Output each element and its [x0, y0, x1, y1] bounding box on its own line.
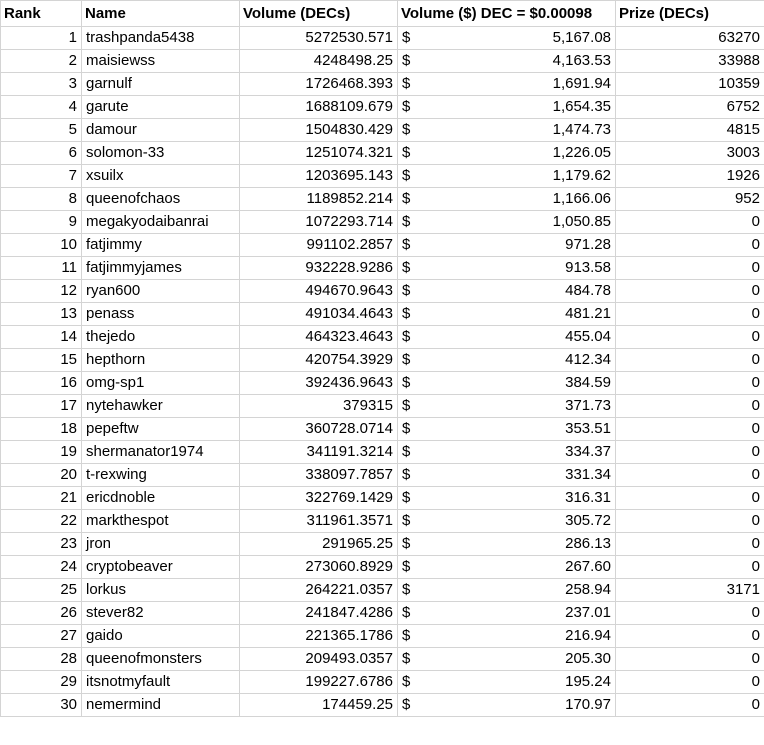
usd-amount: 170.97 — [565, 696, 611, 713]
cell-volume-decs[interactable]: 273060.8929 — [240, 556, 398, 579]
usd-amount: 205.30 — [565, 650, 611, 667]
table-row — [1, 165, 764, 188]
cell-rank[interactable]: 23 — [1, 533, 82, 556]
cell-volume-usd[interactable] — [398, 648, 616, 671]
cell-prize[interactable]: 63270 — [616, 27, 764, 50]
currency-symbol: $ — [402, 673, 411, 690]
cell-prize[interactable]: 0 — [616, 372, 764, 395]
currency-symbol: $ — [402, 604, 411, 621]
usd-amount: 353.51 — [565, 420, 611, 437]
cell-rank[interactable]: 24 — [1, 556, 82, 579]
cell-prize[interactable]: 33988 — [616, 50, 764, 73]
cell-volume-decs[interactable]: 1189852.214 — [240, 188, 398, 211]
currency-symbol: $ — [402, 144, 411, 161]
table-row — [1, 579, 764, 602]
table-row — [1, 556, 764, 579]
cell-name[interactable]: xsuilx — [82, 165, 240, 188]
table-row — [1, 50, 764, 73]
table-row — [1, 533, 764, 556]
cell-volume-usd[interactable] — [398, 671, 616, 694]
cell-volume-decs[interactable]: 494670.9643 — [240, 280, 398, 303]
cell-rank[interactable]: 13 — [1, 303, 82, 326]
cell-rank[interactable]: 21 — [1, 487, 82, 510]
cell-prize[interactable]: 0 — [616, 556, 764, 579]
currency-symbol: $ — [402, 328, 411, 345]
cell-rank[interactable]: 25 — [1, 579, 82, 602]
cell-volume-decs[interactable]: 341191.3214 — [240, 441, 398, 464]
usd-amount: 371.73 — [565, 397, 611, 414]
cell-volume-usd[interactable] — [398, 510, 616, 533]
cell-volume-usd[interactable] — [398, 395, 616, 418]
table-row — [1, 280, 764, 303]
currency-symbol: $ — [402, 558, 411, 575]
currency-symbol: $ — [402, 627, 411, 644]
cell-name[interactable]: ryan600 — [82, 280, 240, 303]
cell-name[interactable]: queenofmonsters — [82, 648, 240, 671]
usd-amount: 1,166.06 — [552, 190, 611, 207]
usd-amount: 1,050.85 — [552, 213, 611, 230]
header-volume-usd[interactable]: Volume ($) DEC = $0.00098 — [398, 1, 616, 27]
cell-name[interactable]: cryptobeaver — [82, 556, 240, 579]
currency-symbol: $ — [402, 282, 411, 299]
cell-volume-decs[interactable]: 464323.4643 — [240, 326, 398, 349]
cell-prize[interactable]: 0 — [616, 211, 764, 234]
cell-volume-decs[interactable]: 5272530.571 — [240, 27, 398, 50]
table-row — [1, 303, 764, 326]
table-row — [1, 372, 764, 395]
usd-amount: 237.01 — [565, 604, 611, 621]
usd-amount: 195.24 — [565, 673, 611, 690]
cell-name[interactable]: garute — [82, 96, 240, 119]
cell-rank[interactable]: 17 — [1, 395, 82, 418]
cell-prize[interactable]: 0 — [616, 648, 764, 671]
currency-symbol: $ — [402, 213, 411, 230]
header-name[interactable]: Name — [82, 1, 240, 27]
header-rank[interactable]: Rank — [1, 1, 82, 27]
currency-symbol: $ — [402, 650, 411, 667]
table-row — [1, 119, 764, 142]
cell-prize[interactable]: 0 — [616, 694, 764, 717]
cell-prize[interactable]: 4815 — [616, 119, 764, 142]
cell-name[interactable]: trashpanda5438 — [82, 27, 240, 50]
cell-volume-usd[interactable] — [398, 188, 616, 211]
cell-volume-decs[interactable]: 1251074.321 — [240, 142, 398, 165]
table-row — [1, 648, 764, 671]
cell-prize[interactable]: 0 — [616, 257, 764, 280]
cell-rank[interactable]: 2 — [1, 50, 82, 73]
cell-name[interactable]: markthespot — [82, 510, 240, 533]
table-row — [1, 27, 764, 50]
cell-prize[interactable]: 0 — [616, 464, 764, 487]
table-row — [1, 694, 764, 717]
cell-name[interactable]: t-rexwing — [82, 464, 240, 487]
cell-volume-usd[interactable] — [398, 487, 616, 510]
cell-volume-decs[interactable]: 338097.7857 — [240, 464, 398, 487]
cell-rank[interactable]: 12 — [1, 280, 82, 303]
table-row — [1, 211, 764, 234]
cell-prize[interactable]: 0 — [616, 395, 764, 418]
cell-volume-usd[interactable] — [398, 257, 616, 280]
currency-symbol: $ — [402, 581, 411, 598]
currency-symbol: $ — [402, 167, 411, 184]
usd-amount: 286.13 — [565, 535, 611, 552]
cell-volume-usd[interactable] — [398, 211, 616, 234]
cell-volume-decs[interactable]: 1688109.679 — [240, 96, 398, 119]
usd-amount: 4,163.53 — [552, 52, 611, 69]
cell-prize[interactable]: 0 — [616, 280, 764, 303]
cell-prize[interactable]: 0 — [616, 234, 764, 257]
usd-amount: 481.21 — [565, 305, 611, 322]
cell-name[interactable]: jron — [82, 533, 240, 556]
header-prize[interactable]: Prize (DECs) — [616, 1, 764, 27]
cell-name[interactable]: stever82 — [82, 602, 240, 625]
cell-volume-decs[interactable]: 264221.0357 — [240, 579, 398, 602]
cell-volume-usd[interactable] — [398, 556, 616, 579]
cell-volume-usd[interactable] — [398, 349, 616, 372]
currency-symbol: $ — [402, 397, 411, 414]
table-row — [1, 464, 764, 487]
table-row — [1, 96, 764, 119]
usd-amount: 5,167.08 — [552, 29, 611, 46]
cell-volume-decs[interactable]: 491034.4643 — [240, 303, 398, 326]
cell-name[interactable]: ericdnoble — [82, 487, 240, 510]
cell-volume-usd[interactable] — [398, 96, 616, 119]
cell-volume-usd[interactable] — [398, 372, 616, 395]
cell-rank[interactable]: 26 — [1, 602, 82, 625]
cell-volume-decs[interactable]: 379315 — [240, 395, 398, 418]
cell-name[interactable]: hepthorn — [82, 349, 240, 372]
cell-volume-usd[interactable] — [398, 119, 616, 142]
cell-volume-usd[interactable] — [398, 625, 616, 648]
cell-name[interactable]: gaido — [82, 625, 240, 648]
cell-volume-decs[interactable]: 241847.4286 — [240, 602, 398, 625]
cell-name[interactable]: solomon-33 — [82, 142, 240, 165]
currency-symbol: $ — [402, 512, 411, 529]
table-row — [1, 671, 764, 694]
cell-prize[interactable]: 6752 — [616, 96, 764, 119]
table-row — [1, 257, 764, 280]
table-header — [1, 1, 764, 27]
table-row — [1, 234, 764, 257]
cell-volume-usd[interactable] — [398, 73, 616, 96]
cell-rank[interactable]: 1 — [1, 27, 82, 50]
cell-rank[interactable]: 22 — [1, 510, 82, 533]
cell-rank[interactable]: 10 — [1, 234, 82, 257]
table-row — [1, 73, 764, 96]
cell-name[interactable]: penass — [82, 303, 240, 326]
cell-name[interactable]: maisiewss — [82, 50, 240, 73]
cell-rank[interactable]: 14 — [1, 326, 82, 349]
cell-name[interactable]: fatjimmyjames — [82, 257, 240, 280]
currency-symbol: $ — [402, 236, 411, 253]
cell-rank[interactable]: 4 — [1, 96, 82, 119]
cell-volume-usd[interactable] — [398, 694, 616, 717]
cell-name[interactable]: nytehawker — [82, 395, 240, 418]
usd-amount: 334.37 — [565, 443, 611, 460]
cell-volume-decs[interactable]: 360728.0714 — [240, 418, 398, 441]
cell-rank[interactable]: 5 — [1, 119, 82, 142]
cell-prize[interactable]: 0 — [616, 441, 764, 464]
cell-volume-decs[interactable]: 4248498.25 — [240, 50, 398, 73]
cell-name[interactable]: megakyodaibanrai — [82, 211, 240, 234]
cell-rank[interactable]: 18 — [1, 418, 82, 441]
cell-name[interactable]: damour — [82, 119, 240, 142]
usd-amount: 267.60 — [565, 558, 611, 575]
currency-symbol: $ — [402, 98, 411, 115]
cell-volume-decs[interactable]: 392436.9643 — [240, 372, 398, 395]
cell-volume-usd[interactable] — [398, 326, 616, 349]
currency-symbol: $ — [402, 420, 411, 437]
cell-prize[interactable]: 0 — [616, 602, 764, 625]
currency-symbol: $ — [402, 466, 411, 483]
table-row — [1, 487, 764, 510]
cell-volume-decs[interactable]: 322769.1429 — [240, 487, 398, 510]
cell-prize[interactable]: 0 — [616, 510, 764, 533]
table-row — [1, 602, 764, 625]
cell-volume-decs[interactable]: 291965.25 — [240, 533, 398, 556]
cell-rank[interactable]: 27 — [1, 625, 82, 648]
cell-rank[interactable]: 19 — [1, 441, 82, 464]
cell-volume-usd[interactable] — [398, 50, 616, 73]
usd-amount: 258.94 — [565, 581, 611, 598]
cell-name[interactable]: queenofchaos — [82, 188, 240, 211]
cell-name[interactable]: thejedo — [82, 326, 240, 349]
cell-rank[interactable]: 8 — [1, 188, 82, 211]
cell-name[interactable]: fatjimmy — [82, 234, 240, 257]
cell-volume-decs[interactable]: 311961.3571 — [240, 510, 398, 533]
usd-amount: 913.58 — [565, 259, 611, 276]
cell-volume-usd[interactable] — [398, 280, 616, 303]
cell-prize[interactable]: 0 — [616, 303, 764, 326]
currency-symbol: $ — [402, 259, 411, 276]
usd-amount: 1,226.05 — [552, 144, 611, 161]
currency-symbol: $ — [402, 489, 411, 506]
cell-rank[interactable]: 11 — [1, 257, 82, 280]
cell-volume-usd[interactable] — [398, 464, 616, 487]
cell-volume-usd[interactable] — [398, 234, 616, 257]
cell-rank[interactable]: 6 — [1, 142, 82, 165]
table-row — [1, 188, 764, 211]
cell-volume-decs[interactable]: 932228.9286 — [240, 257, 398, 280]
cell-rank[interactable]: 30 — [1, 694, 82, 717]
cell-rank[interactable]: 16 — [1, 372, 82, 395]
table-row — [1, 441, 764, 464]
usd-amount: 412.34 — [565, 351, 611, 368]
cell-prize[interactable]: 0 — [616, 418, 764, 441]
cell-volume-decs[interactable]: 1726468.393 — [240, 73, 398, 96]
table-row — [1, 326, 764, 349]
currency-symbol: $ — [402, 443, 411, 460]
cell-name[interactable]: pepeftw — [82, 418, 240, 441]
cell-prize[interactable]: 0 — [616, 671, 764, 694]
currency-symbol: $ — [402, 696, 411, 713]
usd-amount: 216.94 — [565, 627, 611, 644]
cell-rank[interactable]: 29 — [1, 671, 82, 694]
cell-rank[interactable]: 28 — [1, 648, 82, 671]
cell-name[interactable]: shermanator1974 — [82, 441, 240, 464]
cell-prize[interactable]: 0 — [616, 349, 764, 372]
currency-symbol: $ — [402, 351, 411, 368]
usd-amount: 331.34 — [565, 466, 611, 483]
usd-amount: 316.31 — [565, 489, 611, 506]
currency-symbol: $ — [402, 75, 411, 92]
cell-prize[interactable]: 0 — [616, 487, 764, 510]
cell-name[interactable]: nemermind — [82, 694, 240, 717]
cell-volume-decs[interactable]: 420754.3929 — [240, 349, 398, 372]
table-body — [1, 27, 764, 717]
cell-volume-usd[interactable] — [398, 303, 616, 326]
currency-symbol: $ — [402, 305, 411, 322]
cell-volume-usd[interactable] — [398, 418, 616, 441]
currency-symbol: $ — [402, 535, 411, 552]
cell-prize[interactable]: 952 — [616, 188, 764, 211]
cell-volume-usd[interactable] — [398, 602, 616, 625]
cell-prize[interactable]: 3171 — [616, 579, 764, 602]
cell-prize[interactable]: 10359 — [616, 73, 764, 96]
cell-rank[interactable]: 20 — [1, 464, 82, 487]
table-row — [1, 625, 764, 648]
cell-volume-decs[interactable]: 199227.6786 — [240, 671, 398, 694]
cell-volume-decs[interactable]: 174459.25 — [240, 694, 398, 717]
currency-symbol: $ — [402, 190, 411, 207]
cell-name[interactable]: lorkus — [82, 579, 240, 602]
usd-amount: 384.59 — [565, 374, 611, 391]
cell-volume-usd[interactable] — [398, 27, 616, 50]
cell-rank[interactable]: 9 — [1, 211, 82, 234]
usd-amount: 1,691.94 — [552, 75, 611, 92]
header-row — [1, 1, 764, 27]
cell-volume-decs[interactable]: 221365.1786 — [240, 625, 398, 648]
table-row — [1, 142, 764, 165]
header-volume-decs[interactable]: Volume (DECs) — [240, 1, 398, 27]
usd-amount: 1,474.73 — [552, 121, 611, 138]
usd-amount: 1,654.35 — [552, 98, 611, 115]
currency-symbol: $ — [402, 52, 411, 69]
cell-volume-usd[interactable] — [398, 533, 616, 556]
cell-volume-usd[interactable] — [398, 579, 616, 602]
usd-amount: 455.04 — [565, 328, 611, 345]
cell-volume-usd[interactable] — [398, 142, 616, 165]
table-row — [1, 418, 764, 441]
currency-symbol: $ — [402, 374, 411, 391]
usd-amount: 305.72 — [565, 512, 611, 529]
cell-rank[interactable]: 15 — [1, 349, 82, 372]
cell-volume-decs[interactable]: 991102.2857 — [240, 234, 398, 257]
currency-symbol: $ — [402, 121, 411, 138]
cell-volume-usd[interactable] — [398, 441, 616, 464]
cell-name[interactable]: omg-sp1 — [82, 372, 240, 395]
cell-prize[interactable]: 1926 — [616, 165, 764, 188]
cell-rank[interactable]: 7 — [1, 165, 82, 188]
cell-volume-decs[interactable]: 1504830.429 — [240, 119, 398, 142]
usd-amount: 1,179.62 — [552, 167, 611, 184]
cell-prize[interactable]: 0 — [616, 326, 764, 349]
cell-name[interactable]: garnulf — [82, 73, 240, 96]
usd-amount: 971.28 — [565, 236, 611, 253]
cell-prize[interactable]: 0 — [616, 533, 764, 556]
cell-volume-decs[interactable]: 209493.0357 — [240, 648, 398, 671]
cell-volume-usd[interactable] — [398, 165, 616, 188]
table-row — [1, 395, 764, 418]
cell-rank[interactable]: 3 — [1, 73, 82, 96]
cell-volume-decs[interactable]: 1203695.143 — [240, 165, 398, 188]
cell-volume-decs[interactable]: 1072293.714 — [240, 211, 398, 234]
currency-symbol: $ — [402, 29, 411, 46]
table-row — [1, 349, 764, 372]
cell-name[interactable]: itsnotmyfault — [82, 671, 240, 694]
cell-prize[interactable]: 3003 — [616, 142, 764, 165]
cell-prize[interactable]: 0 — [616, 625, 764, 648]
table-row — [1, 510, 764, 533]
usd-amount: 484.78 — [565, 282, 611, 299]
